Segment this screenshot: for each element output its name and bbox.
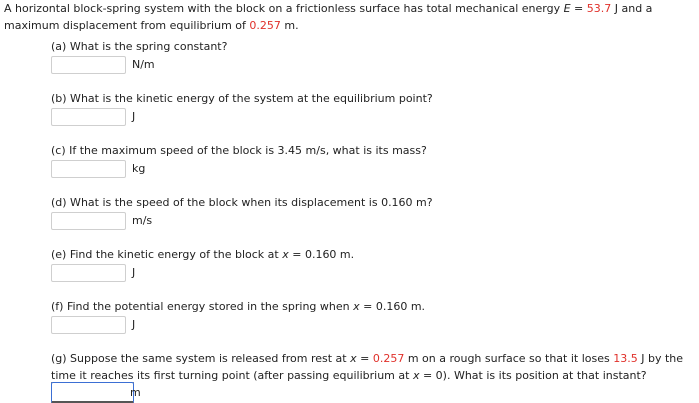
unit-label-d: m/s <box>132 214 153 227</box>
question-g-equals: = <box>356 352 373 365</box>
question-b: (b) What is the kinetic energy of the system at the equilibrium point? <box>51 92 433 105</box>
answer-input-g[interactable] <box>51 382 134 403</box>
question-f-text-end: = 0.160 m. <box>359 300 426 313</box>
displacement-value: 0.257 <box>249 19 281 32</box>
unit-label-a: N/m <box>132 58 155 71</box>
answer-input-f[interactable] <box>51 316 126 334</box>
answer-input-b[interactable] <box>51 108 126 126</box>
question-e-text: (e) Find the kinetic energy of the block at <box>51 248 283 261</box>
answer-input-d[interactable] <box>51 212 126 230</box>
release-position-value: 0.257 <box>372 352 405 365</box>
displacement-unit: m. <box>280 19 299 32</box>
question-f-variable: x <box>353 300 360 313</box>
question-d: (d) What is the speed of the block when its displacement is 0.160 m? <box>51 196 433 209</box>
question-f-text: (f) Find the potential energy stored in the spring when <box>51 300 354 313</box>
question-g-text-line2-end: = 0). What is its position at that instant? <box>419 369 647 382</box>
problem-statement <box>4 0 694 34</box>
question-g-text: (g) Suppose the same system is released from rest at <box>51 352 351 365</box>
answer-input-e[interactable] <box>51 264 126 282</box>
unit-label-b: J <box>132 110 136 123</box>
energy-variable: E <box>563 2 571 15</box>
question-e-text-end: = 0.160 m. <box>288 248 355 261</box>
unit-label-c: kg <box>132 162 146 175</box>
question-g-text-line2: its first turning point (after passing equilibrium at <box>133 369 413 382</box>
answer-row-b <box>51 107 135 126</box>
question-f <box>51 298 696 315</box>
answer-input-a[interactable] <box>51 56 126 74</box>
question-g-text-mid: m on a rough surface so that it loses <box>404 352 614 365</box>
answer-input-c[interactable] <box>51 160 126 178</box>
energy-value: 53.7 <box>586 2 612 15</box>
answer-row-e <box>51 263 135 282</box>
intro-text: A horizontal block-spring system with the block on a frictionless surface has total mechanical energy <box>4 2 564 15</box>
question-g <box>51 350 696 384</box>
question-g-variable-2: x <box>412 369 420 382</box>
energy-unit: J and a <box>611 2 653 15</box>
question-g-variable: x <box>350 352 357 365</box>
unit-label-g: m <box>130 386 141 399</box>
question-e <box>51 246 696 263</box>
unit-label-f: J <box>132 318 136 331</box>
question-e-variable: x <box>282 248 289 261</box>
underlined-phrase: time it reaches <box>51 369 134 382</box>
unit-label-e: J <box>132 266 136 279</box>
answer-row-d <box>51 211 152 230</box>
question-g-text-line1-end: J by the <box>637 352 684 365</box>
question-c: (c) If the maximum speed of the block is 3.45 m/s, what is its mass? <box>51 144 427 157</box>
energy-loss-value: 13.5 <box>613 352 638 365</box>
question-a: (a) What is the spring constant? <box>51 40 228 53</box>
answer-row-c <box>51 159 145 178</box>
intro-text-line2: maximum displacement from equilibrium of <box>4 19 250 32</box>
answer-row-g <box>51 383 141 402</box>
answer-row-a <box>51 55 155 74</box>
equals-sign: = <box>570 2 587 15</box>
answer-row-f <box>51 315 135 334</box>
